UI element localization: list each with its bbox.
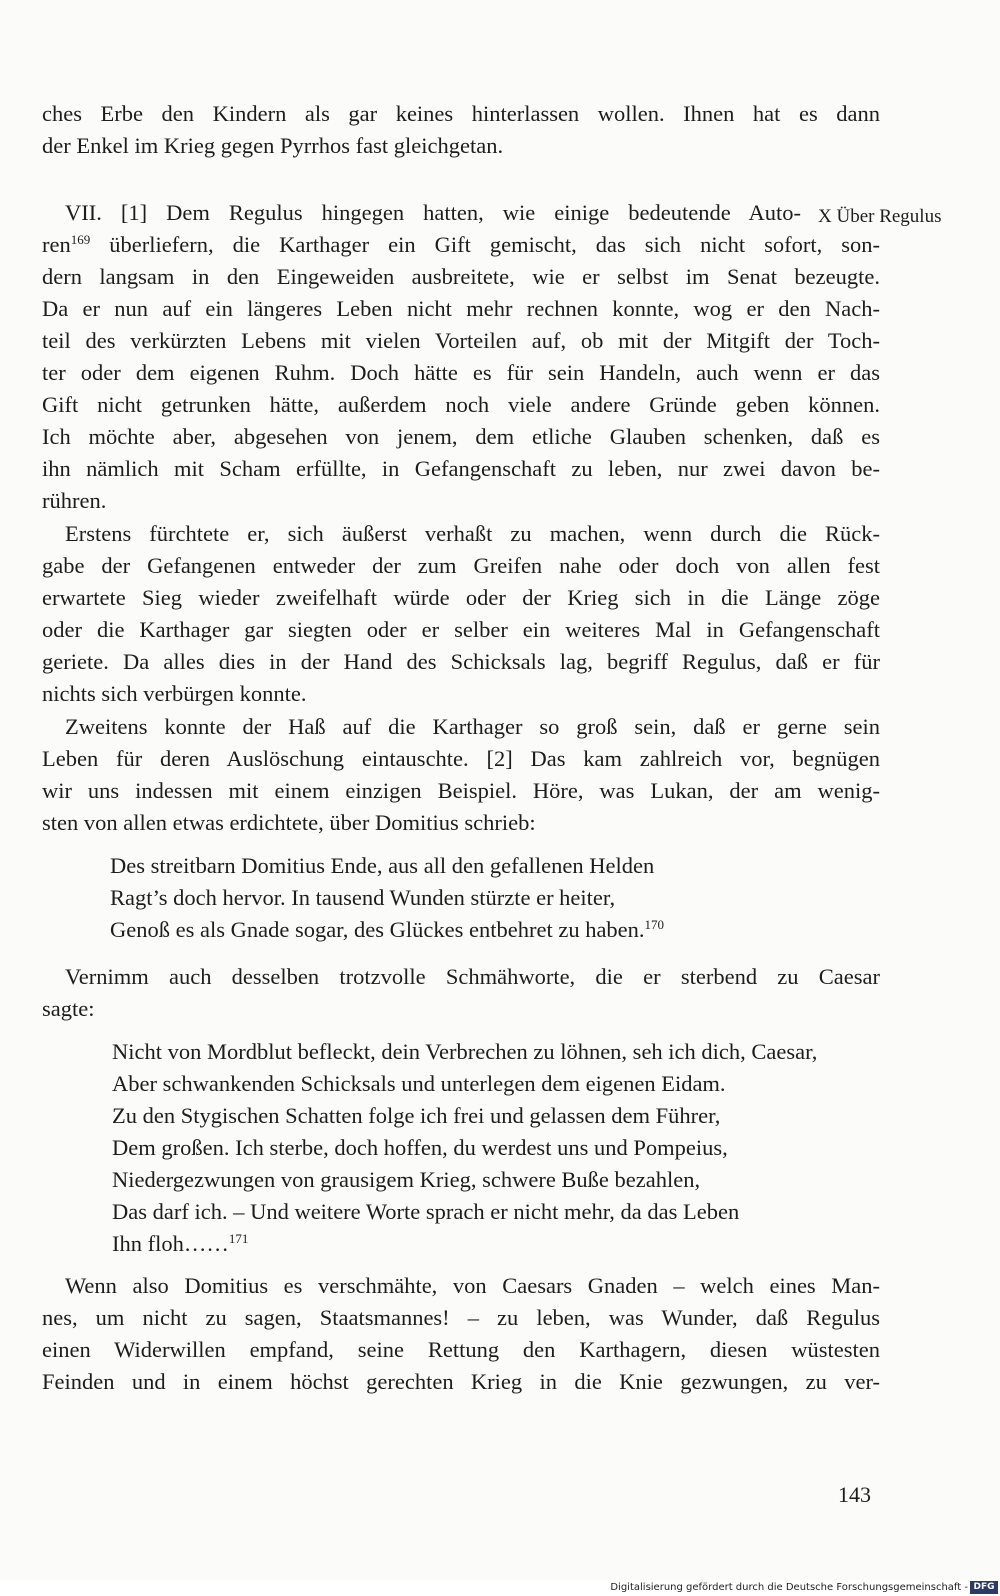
text-line: Da er nun auf ein längeres Leben nicht mehr rechnen konnte, wog er den Nach- xyxy=(42,296,880,321)
text-line: wir uns indessen mit einem einzigen Beispiel. Höre, was Lukan, der am wenig- xyxy=(42,778,880,803)
verse-line: Ragt’s doch hervor. In tausend Wunden stürzte er heiter, xyxy=(110,885,616,910)
text-line: Zweitens konnte der Haß auf die Karthager so groß sein, daß er gerne sein xyxy=(65,714,880,739)
verse-line: Das darf ich. – Und weitere Worte sprach er nicht mehr, da das Leben xyxy=(112,1199,740,1224)
text-line: nes, um nicht zu sagen, Staatsmannes! – zu leben, was Wunder, daß Regulus xyxy=(42,1305,880,1330)
text-line: geriete. Da alles dies in der Hand des Schicksals lag, begriff Regulus, daß er für xyxy=(42,649,880,674)
footnote-marker: 171 xyxy=(228,1231,249,1246)
text-line: ter oder dem eigenen Ruhm. Doch hätte es für sein Handeln, auch wenn er das xyxy=(42,360,880,385)
text-line xyxy=(42,230,880,260)
text-line: ches Erbe den Kindern als gar keines hinterlassen wollen. Ihnen hat es dann xyxy=(42,101,880,126)
verse-line: Zu den Stygischen Schatten folge ich frei und gelassen dem Führer, xyxy=(112,1103,721,1128)
text-line: oder die Karthager gar siegten oder er selber ein weiteres Mal in Gefangenschaft xyxy=(42,617,880,642)
line-rest: überliefern, die Karthager ein Gift gemischt, das sich nicht sofort, son- xyxy=(109,232,880,257)
verse-line: Niedergezwungen von grausigem Krieg, schwere Buße bezahlen, xyxy=(112,1167,701,1192)
footnote-marker: 170 xyxy=(644,917,665,932)
margin-note: X Über Regulus xyxy=(818,206,942,227)
text-line: sagte: xyxy=(42,996,95,1021)
verse-line xyxy=(112,1229,248,1259)
verse-line xyxy=(110,915,664,945)
text-line: ihn nämlich mit Scham erfüllte, in Gefangenschaft zu leben, nur zwei davon be- xyxy=(42,456,880,481)
verse-line: Dem großen. Ich sterbe, doch hoffen, du werdest uns und Pompeius, xyxy=(112,1135,728,1160)
text-line: sten von allen etwas erdichtete, über Domitius schrieb: xyxy=(42,810,536,835)
text-line: VII. [1] Dem Regulus hingegen hatten, wie einige bedeutende Auto- xyxy=(65,200,801,225)
page-number: 143 xyxy=(838,1482,871,1507)
verse-line: Nicht von Mordblut befleckt, dein Verbrechen zu löhnen, seh ich dich, Caesar, xyxy=(112,1039,818,1064)
text-line: nichts sich verbürgen konnte. xyxy=(42,681,307,706)
verse-line: Aber schwankenden Schicksals und unterlegen dem eigenen Eidam. xyxy=(112,1071,726,1096)
footer-credit: Digitalisierung gefördert durch die Deutsche Forschungsgemeinschaft - xyxy=(610,1582,968,1593)
text-line: rühren. xyxy=(42,488,107,513)
text-line: teil des verkürzten Lebens mit vielen Vorteilen auf, ob mit der Mitgift der Toch- xyxy=(42,328,880,353)
text-line: Ich möchte aber, abgesehen von jenem, dem etliche Glauben schenken, daß es xyxy=(42,424,880,449)
text-line: Leben für deren Auslöschung eintauschte. [2] Das kam zahlreich vor, begnügen xyxy=(42,746,880,771)
text-line: einen Widerwillen empfand, seine Rettung den Karthagern, diesen wüstesten xyxy=(42,1337,880,1362)
text-line: Feinden und in einem höchst gerechten Krieg in die Knie gezwungen, zu ver- xyxy=(42,1369,880,1394)
footnote-marker: 169 xyxy=(70,232,91,247)
verse-text: Ihn floh…… xyxy=(112,1231,229,1256)
dfg-logo: DFG xyxy=(970,1581,998,1594)
text-line: Gift nicht getrunken hätte, außerdem noch viele andere Gründe geben können. xyxy=(42,392,880,417)
text-line: gabe der Gefangenen entweder der zum Greifen nahe oder doch von allen fest xyxy=(42,553,880,578)
text-line: dern langsam in den Eingeweiden ausbreitete, wie er selbst im Senat bezeugte. xyxy=(42,264,880,289)
text-line: Vernimm auch desselben trotzvolle Schmähworte, die er sterbend zu Caesar xyxy=(65,964,880,989)
text-line: Erstens fürchtete er, sich äußerst verhaßt zu machen, wenn durch die Rück- xyxy=(65,521,880,546)
text-line: der Enkel im Krieg gegen Pyrrhos fast gleichgetan. xyxy=(42,133,504,158)
verse-line: Des streitbarn Domitius Ende, aus all den gefallenen Helden xyxy=(110,853,655,878)
verse-text: Genoß es als Gnade sogar, des Glückes entbehret zu haben. xyxy=(110,917,645,942)
text-line: Wenn also Domitius es verschmähte, von Caesars Gnaden – welch eines Man- xyxy=(65,1273,880,1298)
text-line: erwartete Sieg wieder zweifelhaft würde oder der Krieg sich in die Länge zöge xyxy=(42,585,880,610)
line-prefix: ren xyxy=(42,232,71,257)
